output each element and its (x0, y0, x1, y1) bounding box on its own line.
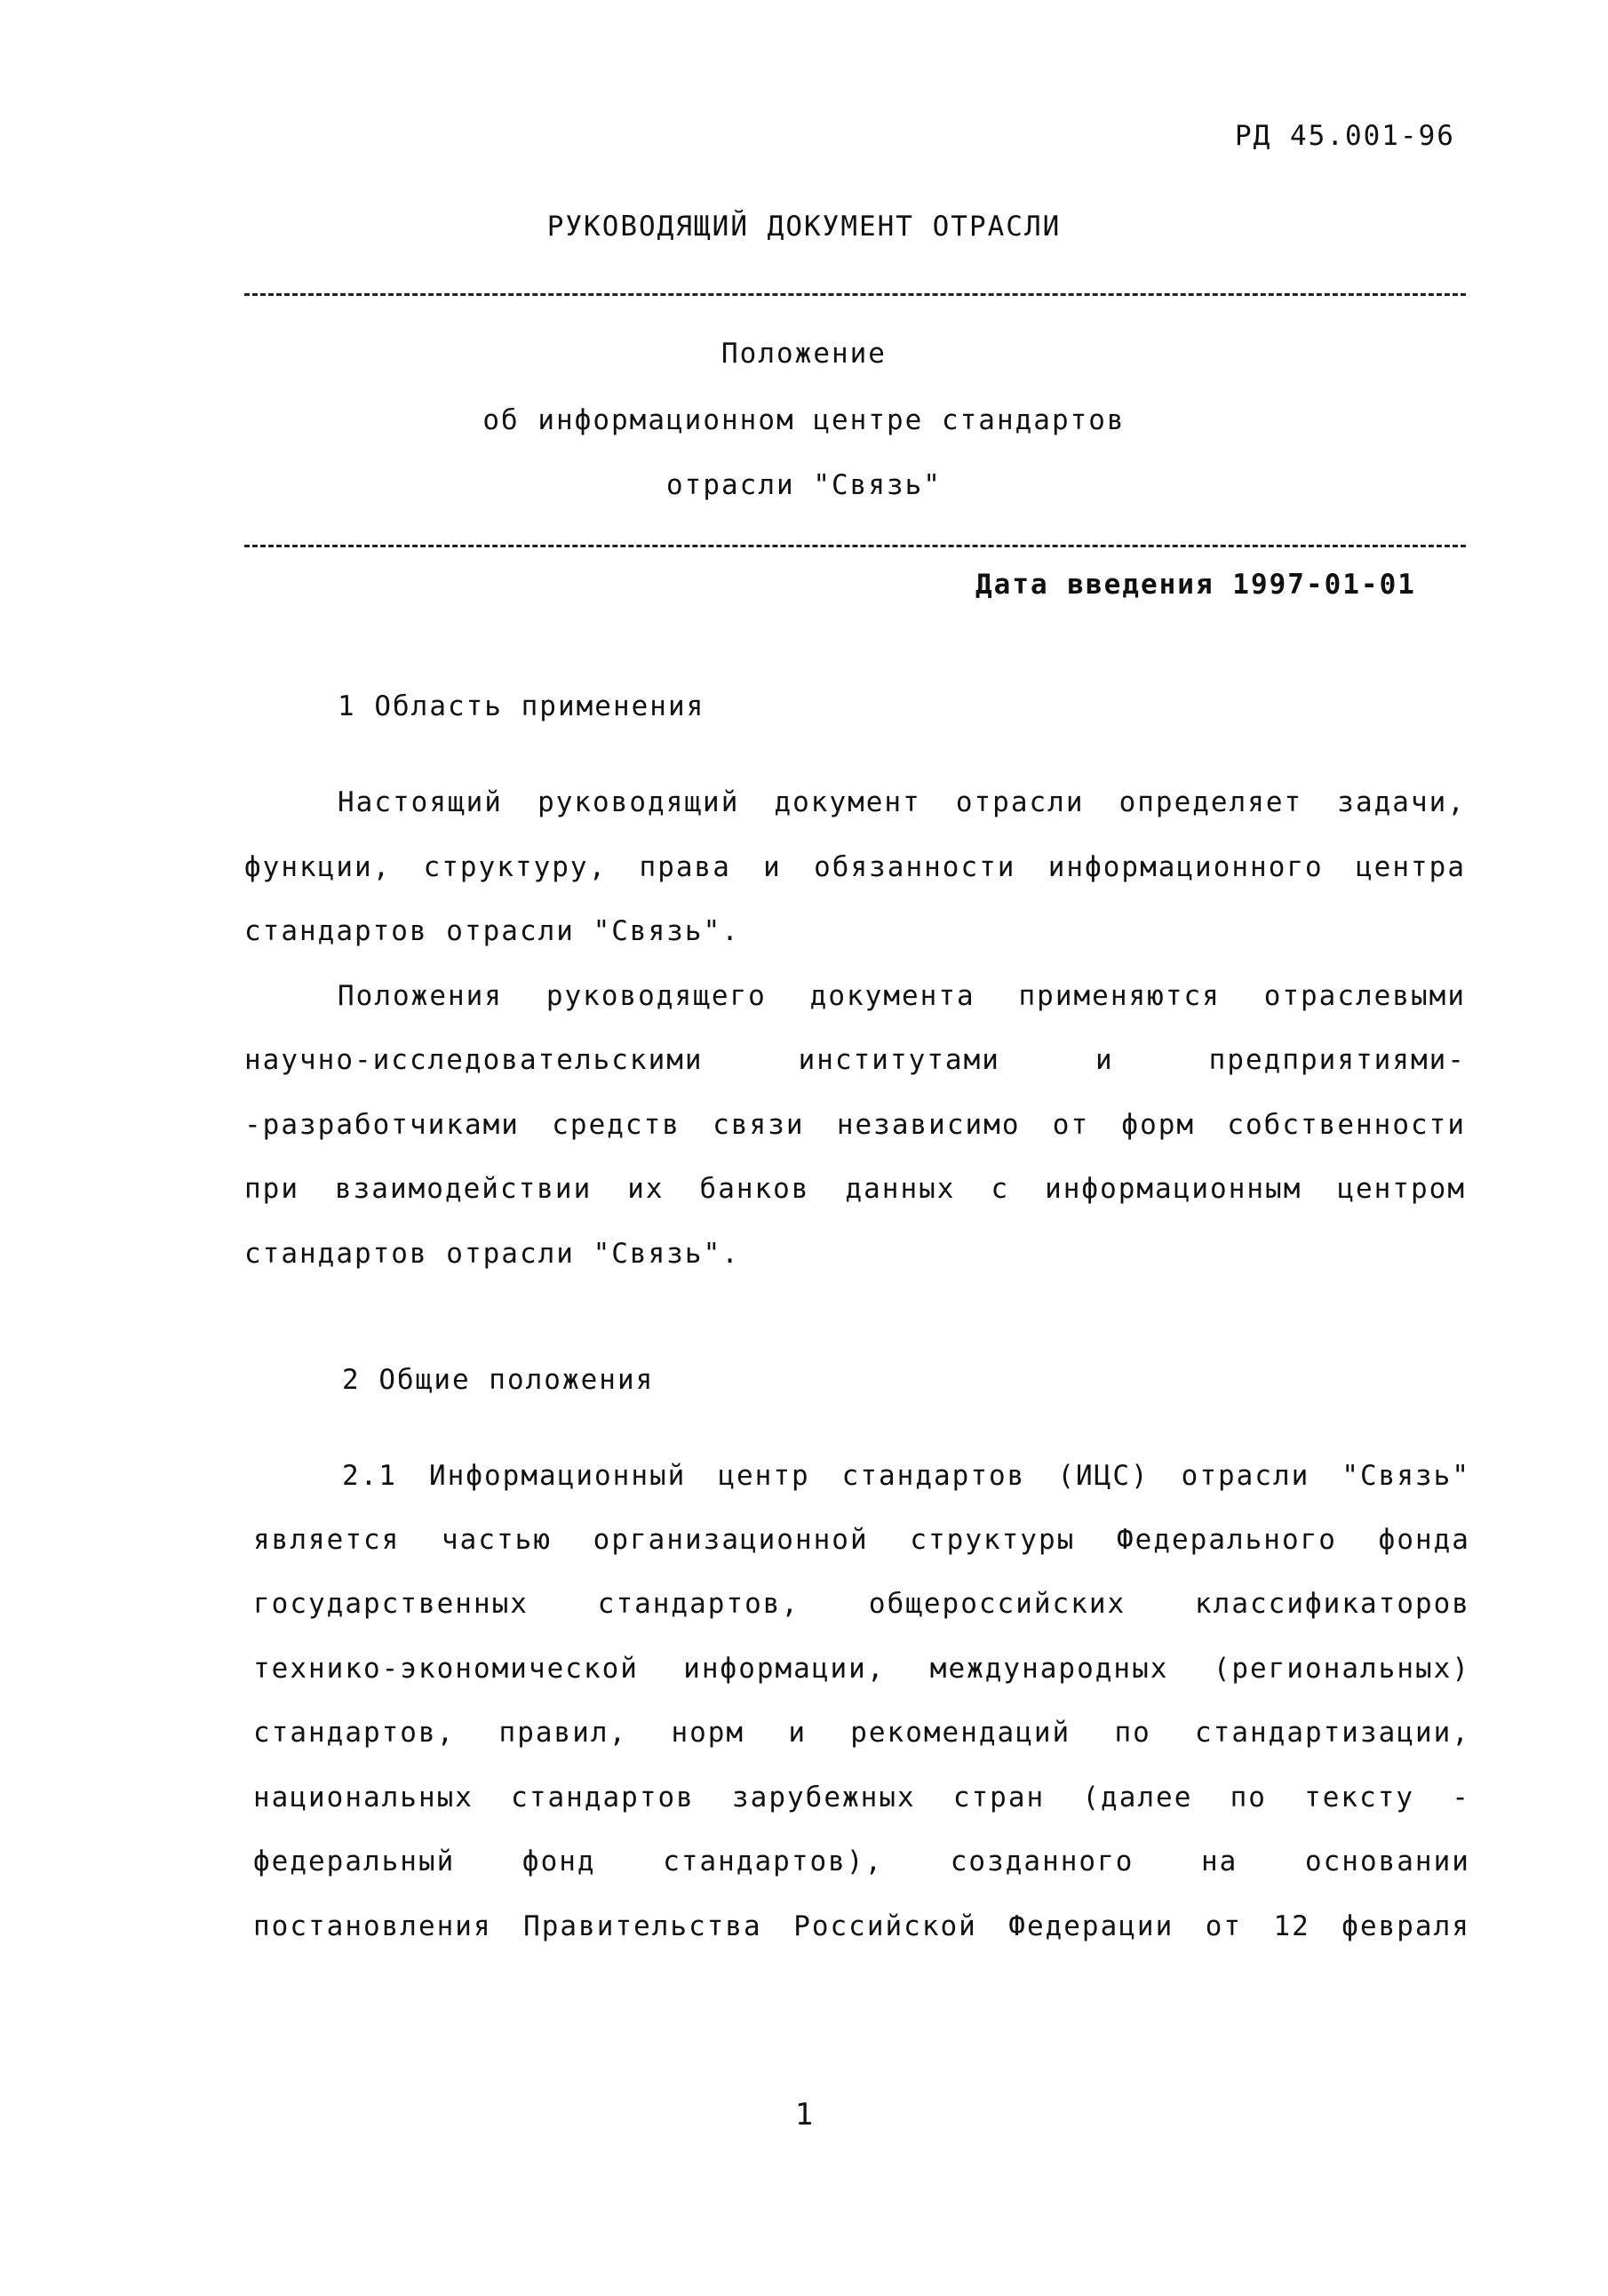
word: стран (952, 1782, 1046, 1814)
word: правил, (498, 1717, 628, 1749)
word: февраля (1341, 1910, 1470, 1942)
word: национальных (253, 1782, 474, 1814)
word: норм (671, 1717, 745, 1749)
text-line (253, 1846, 1470, 1877)
word: отраслевыми (1263, 980, 1466, 1012)
word: предприятиями- (1208, 1044, 1466, 1076)
word: центр (718, 1460, 810, 1492)
word: стандартов, (253, 1717, 456, 1749)
word: организационной (593, 1524, 869, 1556)
word: от (1205, 1910, 1243, 1942)
word: связи (712, 1109, 805, 1141)
page-number: 1 (794, 2097, 814, 2133)
word: стандартизации, (1195, 1717, 1470, 1749)
divider-top (244, 293, 1466, 296)
word: технико-экономической (253, 1653, 639, 1685)
section2-heading: 2 Общие положения (342, 1364, 655, 1396)
text-line (253, 1910, 1470, 1942)
word: является (253, 1524, 401, 1556)
word: общероссийских (868, 1588, 1126, 1620)
word: обязанности (814, 851, 1016, 883)
word: государственных (253, 1588, 529, 1620)
word: данных (845, 1173, 956, 1205)
word: Настоящий (338, 786, 503, 818)
section1-heading: 1 Область применения (338, 690, 705, 722)
word: стандартов (841, 1460, 1026, 1492)
text-line (244, 1109, 1466, 1141)
word: институтами (798, 1044, 1000, 1076)
word: Федерального (1117, 1524, 1337, 1556)
word: права (639, 851, 731, 883)
word: центром (1337, 1173, 1466, 1205)
word: тексту (1304, 1782, 1415, 1814)
word: отрасли (955, 786, 1085, 818)
word: фонда (1378, 1524, 1470, 1556)
word: задачи, (1337, 786, 1466, 818)
word: Положения (338, 980, 503, 1012)
divider-bottom (244, 545, 1466, 547)
word: по (1114, 1717, 1151, 1749)
word: собственности (1227, 1109, 1466, 1141)
word: -разработчиками (244, 1109, 520, 1141)
text-line: стандартов отрасли "Связь". (244, 915, 740, 947)
text-line (244, 851, 1466, 883)
word: руководящего (545, 980, 767, 1012)
word: фонд (521, 1846, 596, 1877)
word: от (1052, 1109, 1090, 1141)
text-line: стандартов отрасли "Связь". (244, 1238, 740, 1270)
title-line-3: отрасли "Связь" (666, 469, 942, 501)
word: стандартов, (597, 1588, 800, 1620)
word: классификаторов (1195, 1588, 1470, 1620)
text-line (253, 1653, 1470, 1685)
word: созданного (950, 1846, 1134, 1877)
word: руководящий (537, 786, 740, 818)
doc-type-heading: РУКОВОДЯЩИЙ ДОКУМЕНТ ОТРАСЛИ (546, 211, 1062, 243)
word: "Связь" (1341, 1460, 1470, 1492)
word: отрасли (1181, 1460, 1310, 1492)
word: их (627, 1173, 665, 1205)
title-line-1: Положение (721, 338, 887, 370)
word: на (1201, 1846, 1238, 1877)
word: стандартов (511, 1782, 695, 1814)
word: зарубежных (732, 1782, 916, 1814)
word: научно-исследовательскими (244, 1044, 704, 1076)
word: структуру, (423, 851, 608, 883)
word: Российской (793, 1910, 977, 1942)
word: основании (1304, 1846, 1470, 1877)
text-line (338, 786, 1466, 818)
doc-code: РД 45.001-96 (1235, 120, 1455, 152)
text-line (253, 1782, 1470, 1814)
word: при (244, 1173, 299, 1205)
word: (региональных) (1213, 1653, 1470, 1685)
word: (далее (1082, 1782, 1193, 1814)
text-line (338, 980, 1466, 1012)
word: информации, (683, 1653, 886, 1685)
word: независимо (836, 1109, 1021, 1141)
text-line (342, 1460, 1470, 1492)
word: с (991, 1173, 1010, 1205)
word: - (1452, 1782, 1470, 1814)
word: 12 (1273, 1910, 1310, 1942)
word: документ (774, 786, 921, 818)
word: рекомендаций (850, 1717, 1071, 1749)
word: Информационный (429, 1460, 687, 1492)
text-line (253, 1717, 1470, 1749)
word: и (763, 851, 782, 883)
word: банков (699, 1173, 810, 1205)
word: и (788, 1717, 807, 1749)
text-line (244, 1173, 1466, 1205)
word: центра (1356, 851, 1466, 883)
text-line (253, 1588, 1470, 1620)
word: информационного (1047, 851, 1324, 883)
word: применяются (1018, 980, 1221, 1012)
word: информационным (1045, 1173, 1302, 1205)
word: средств (552, 1109, 681, 1141)
intro-date: Дата введения 1997-01-01 (975, 569, 1416, 601)
word: федеральный (253, 1846, 456, 1877)
word: международных (929, 1653, 1169, 1685)
word: структуры (910, 1524, 1076, 1556)
word: функции, (244, 851, 392, 883)
word: 2.1 (342, 1460, 397, 1492)
text-line (253, 1524, 1470, 1556)
word: взаимодействии (334, 1173, 593, 1205)
word: постановления (253, 1910, 492, 1942)
word: частью (442, 1524, 552, 1556)
text-line (244, 1044, 1466, 1076)
word: документа (809, 980, 975, 1012)
word: Федерации (1008, 1910, 1174, 1942)
word: определяет (1118, 786, 1303, 818)
word: Правительства (523, 1910, 762, 1942)
title-line-2: об информационном центре стандартов (482, 404, 1126, 436)
word: (ИЦС) (1057, 1460, 1150, 1492)
word: форм (1121, 1109, 1196, 1141)
word: стандартов), (663, 1846, 884, 1877)
word: и (1095, 1044, 1114, 1076)
word: по (1230, 1782, 1267, 1814)
